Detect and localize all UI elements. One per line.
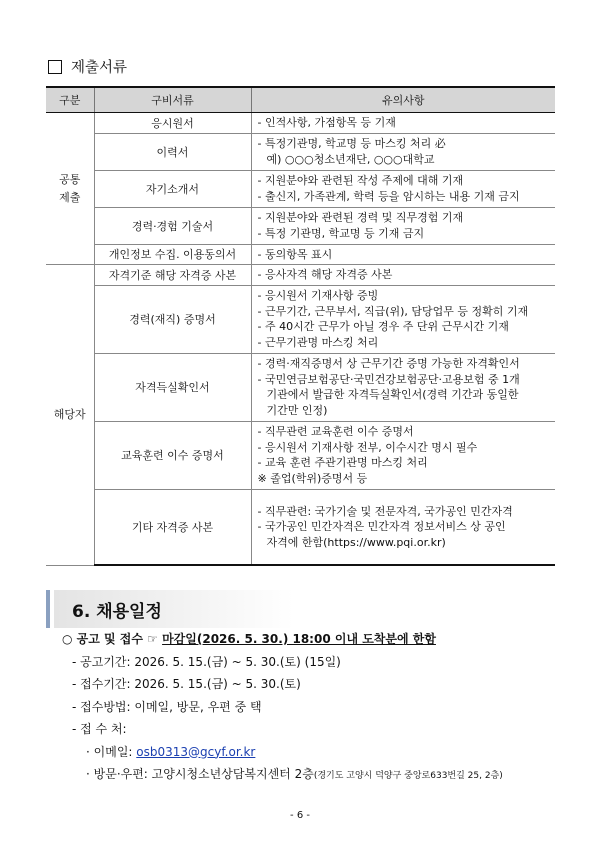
table-row: [46, 244, 555, 265]
header-notes: 유의사항: [251, 87, 555, 113]
receipt-place-label: - 접 수 처:: [72, 722, 127, 736]
table-row: [46, 353, 555, 421]
receipt-period: - 접수기간: 2026. 5. 15.(금) ~ 5. 30.(토): [72, 677, 301, 691]
doc-notes: - 지원분야와 관련된 작성 주제에 대해 기재 - 출신지, 가족관계, 학력 등을 암시하는 내용 기재 금지: [251, 170, 555, 207]
doc-notes: - 응사자격 해당 자격증 사본: [251, 265, 555, 286]
doc-notes: - 직무관련 교육훈련 이수 증명서 - 응시원서 기재사항 전부, 이수시간 명시 필수 - 교육 훈련 주관기관명 마스킹 처리 ※ 졸업(학위)증명서 등: [251, 421, 555, 489]
doc-notes: - 특정기관명, 학교명 등 마스킹 처리 必 예) ○○○청소년재단, ○○○대학교: [251, 133, 555, 170]
receipt-method: - 접수방법: 이메일, 방문, 우편 중 택: [72, 699, 262, 714]
doc-notes: - 지원분야와 관련된 경력 및 직무경험 기재 - 특정 기관명, 학교명 등 기재 금지: [251, 207, 555, 244]
email-line: · 이메일: osb0313@gcyf.or.kr: [86, 744, 256, 759]
table-row: [46, 113, 555, 134]
table-row: [46, 285, 555, 353]
table-row: [46, 170, 555, 207]
schedule-details: [62, 628, 503, 786]
email-link[interactable]: osb0313@gcyf.or.kr: [136, 744, 256, 759]
doc-notes: - 인적사항, 가점항목 등 기재: [251, 113, 555, 134]
page-number: - 6 -: [290, 810, 310, 821]
heading-accent-bar: [46, 590, 50, 628]
doc-name: 개인정보 수집. 이용동의서: [94, 244, 251, 265]
table-row: [46, 421, 555, 489]
doc-name: 경력·경험 기술서: [94, 207, 251, 244]
table-row: [46, 133, 555, 170]
doc-name: 자격기준 해당 자격증 사본: [94, 265, 251, 286]
receipt-deadline-line: ○ 공고 및 접수 ☞ 마감일(2026. 5. 30.) 18:00 이내 도착분에 한함: [62, 632, 436, 646]
section-title: [48, 56, 127, 77]
checkbox-icon: [48, 60, 62, 74]
doc-name: 자기소개서: [94, 170, 251, 207]
header-category: 구분: [46, 87, 94, 113]
doc-notes: - 경력·재직증명서 상 근무기간 증명 가능한 자격확인서 - 국민연금보험공단·국민건강보험공단·고용보험 중 1개 기관에서 발급한 자격득실확인서(경력 기간과 동일한 기간만 인정): [251, 353, 555, 421]
doc-name: 이력서: [94, 133, 251, 170]
visit-address: (경기도 고양시 덕양구 중앙로633번길 25, 2층): [313, 771, 503, 781]
doc-notes: - 직무관련: 국가기술 및 전문자격, 국가공인 민간자격 - 국가공인 민간자격은 민간자격 정보서비스 상 공인 자격에 한함(https://www.pqi.or.kr): [251, 489, 555, 565]
schedule-heading: 6. 채용일정: [72, 602, 162, 622]
schedule-heading-banner: [46, 590, 555, 628]
table-header-row: [46, 87, 555, 113]
announce-period: - 공고기간: 2026. 5. 15.(금) ~ 5. 30.(토) (15일): [72, 654, 341, 669]
doc-name: 자격득실확인서: [94, 353, 251, 421]
doc-name: 응시원서: [94, 113, 251, 134]
header-document: 구비서류: [94, 87, 251, 113]
doc-name: 경력(재직) 증명서: [94, 285, 251, 353]
doc-name: 기타 자격증 사본: [94, 489, 251, 565]
category-common: 공통 제출: [46, 113, 94, 265]
doc-notes: - 동의항목 표시: [251, 244, 555, 265]
category-applicable: 해당자: [46, 265, 94, 566]
documents-table: [46, 86, 555, 566]
section-title-text: 제출서류: [71, 60, 128, 76]
table-row: [46, 489, 555, 565]
doc-notes: - 응시원서 기재사항 증빙 - 근무기간, 근무부서, 직급(위), 담당업무 등 정확히 기재 - 주 40시간 근무가 아닐 경우 주 단위 근무시간 기재 - 근무기관명 마스킹 처리: [251, 285, 555, 353]
table-row: [46, 265, 555, 286]
deadline-text: 마감일(2026. 5. 30.) 18:00 이내 도착분에 한함: [162, 632, 436, 646]
visit-line: · 방문·우편: 고양시청소년상담복지센터 2층(경기도 고양시 덕양구 중앙로633번길 25, 2층): [86, 767, 503, 781]
table-row: [46, 207, 555, 244]
doc-name: 교육훈련 이수 증명서: [94, 421, 251, 489]
